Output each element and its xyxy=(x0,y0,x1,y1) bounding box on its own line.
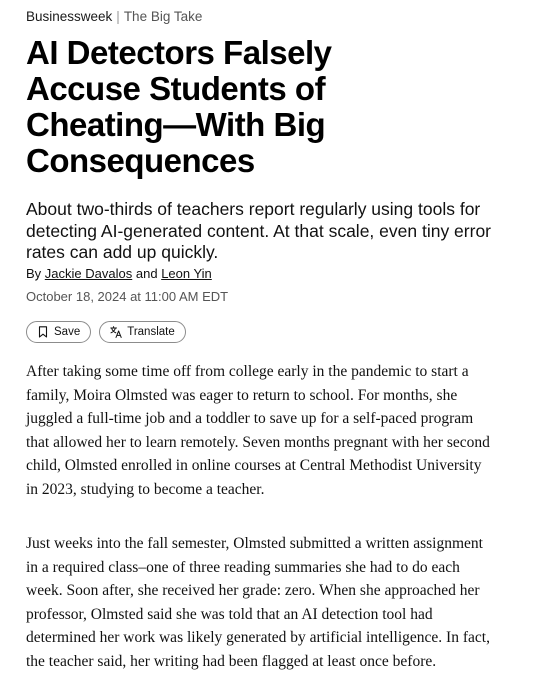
section-link[interactable]: The Big Take xyxy=(123,9,203,24)
author-link-2[interactable]: Leon Yin xyxy=(161,266,212,281)
brand-link[interactable]: Businessweek xyxy=(26,9,113,24)
translate-button[interactable] xyxy=(99,321,186,343)
author-link-1[interactable]: Jackie Davalos xyxy=(44,266,133,281)
article-dek: About two-thirds of teachers report regularly using tools for detecting AI-generated content. At that scale, even tiny error rates can add up quickly. xyxy=(26,199,492,262)
article-actions xyxy=(26,321,186,343)
byline-conjunction: and xyxy=(135,266,158,281)
page-title: AI Detectors Falsely Accuse Students of Cheating—With Big Consequences xyxy=(26,34,332,179)
byline-prefix: By xyxy=(26,266,42,281)
translate-label: Translate xyxy=(127,326,175,338)
kicker-separator: | xyxy=(116,9,120,24)
byline xyxy=(26,266,212,282)
kicker xyxy=(26,9,202,25)
bookmark-icon xyxy=(37,326,49,338)
publish-date: October 18, 2024 at 11:00 AM EDT xyxy=(26,289,229,304)
save-label: Save xyxy=(54,326,81,338)
translate-icon xyxy=(110,326,122,338)
article-paragraph-1: After taking some time off from college early in the pandemic to start a family, Moira Olmsted was eager to return to school. For months, she juggled a full-time job and a toddler to save up for a self-paced program that allowed her to learn remotely. Seven months pregnant with her second child, Olmsted enrolled in online courses at Central Methodist University in 2023, studying to become a teacher. xyxy=(26,363,490,498)
save-button[interactable] xyxy=(26,321,91,343)
article-paragraph-2: Just weeks into the fall semester, Olmsted submitted a written assignment in a required class–one of three reading summaries she had to do each week. Soon after, she received her grade: zero. When she approached her professor, Olmsted said she was told that an AI detection tool had determined her work was likely generated by artificial intelligence. In fact, the teacher said, her writing had been flagged at least once before. xyxy=(26,535,490,670)
